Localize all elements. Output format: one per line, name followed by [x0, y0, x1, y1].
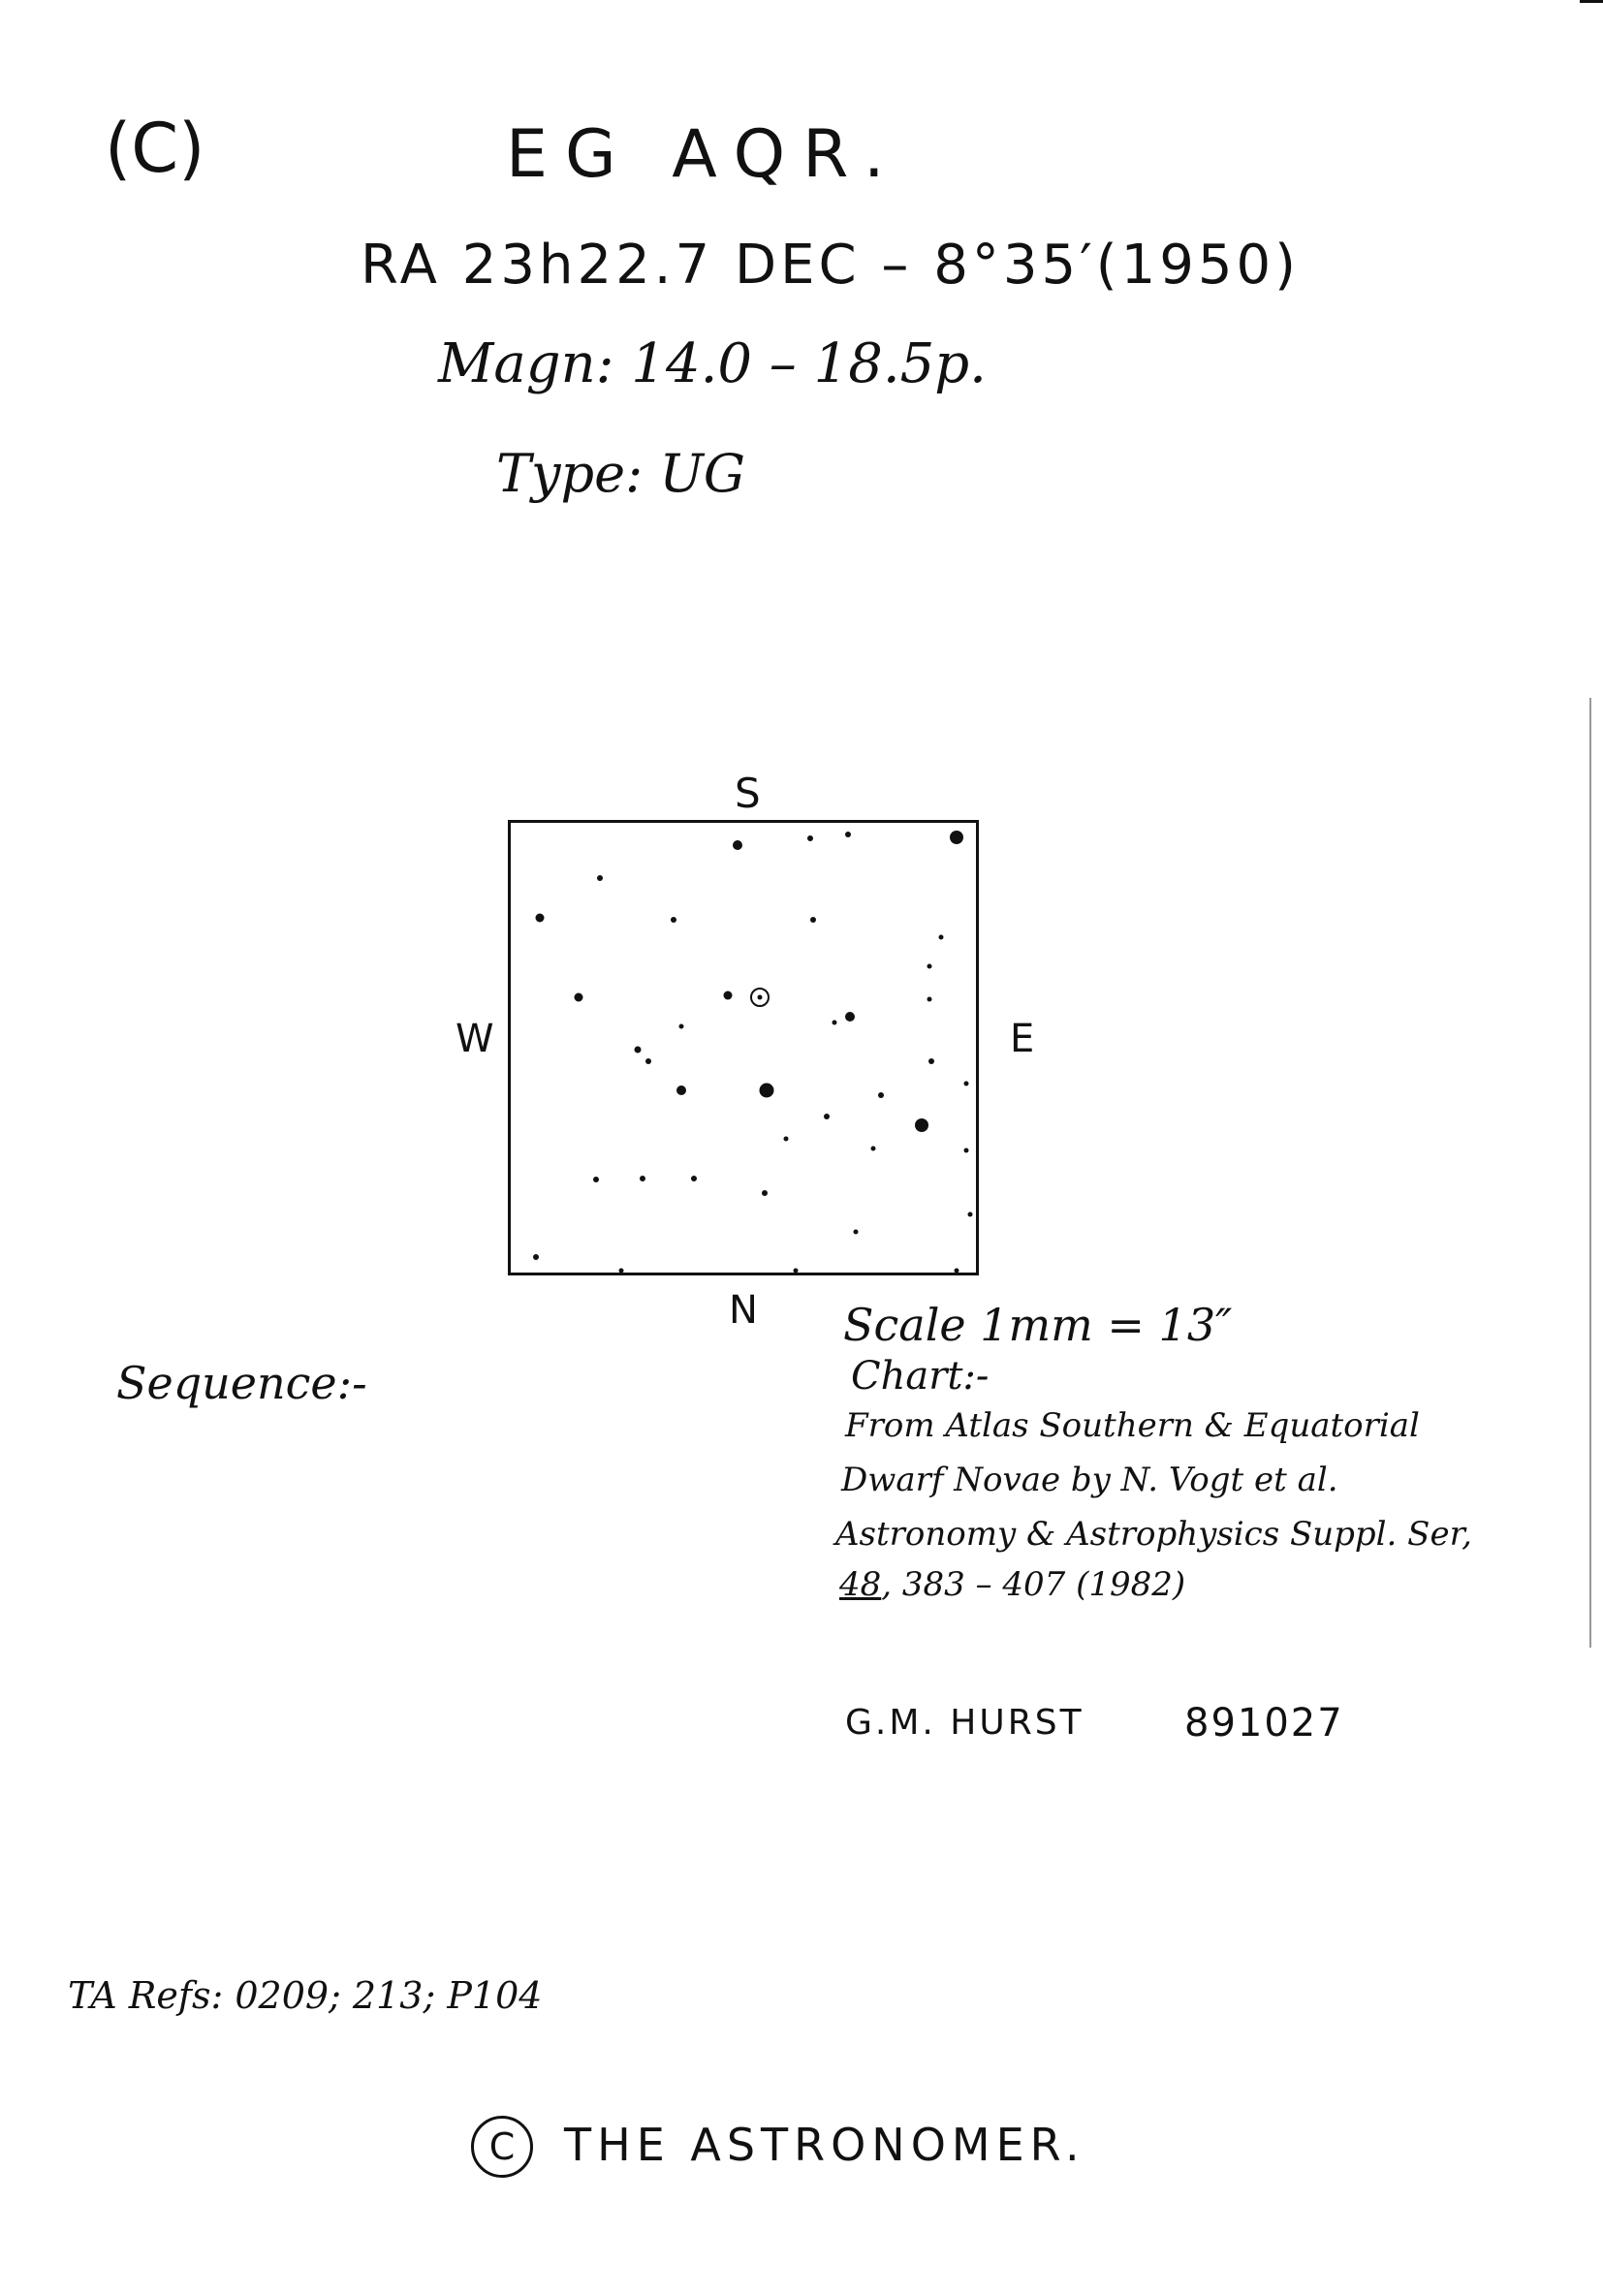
star — [871, 1147, 876, 1151]
star — [968, 1212, 973, 1217]
star — [950, 831, 963, 844]
coordinates-line: RA 23h22.7 DEC – 8°35′(1950) — [361, 234, 1301, 297]
star — [927, 964, 932, 969]
star — [824, 1114, 830, 1119]
compass-west-label: W — [456, 1017, 494, 1061]
reference-pages: , 383 – 407 (1982) — [881, 1565, 1186, 1604]
star — [676, 1085, 686, 1095]
scan-edge-mark — [1589, 698, 1591, 1648]
compass-north-label: N — [729, 1288, 758, 1333]
star — [833, 1021, 837, 1025]
star — [762, 1190, 768, 1196]
star — [810, 917, 816, 923]
star — [845, 832, 851, 837]
star — [645, 1058, 651, 1064]
star — [964, 1148, 969, 1153]
star — [635, 1047, 642, 1054]
scan-edge-mark — [1580, 0, 1603, 3]
star — [593, 1177, 599, 1182]
star — [854, 1230, 859, 1235]
variable-star-marker — [750, 988, 770, 1007]
signature-date: 891027 — [1184, 1701, 1344, 1746]
scale-note: Scale 1mm = 13″ — [843, 1299, 1233, 1351]
star — [807, 835, 813, 841]
sequence-label: Sequence:- — [116, 1357, 367, 1409]
star-name-title: EG AQR. — [506, 116, 902, 193]
chart-label: (C) — [105, 109, 205, 188]
star — [784, 1137, 789, 1142]
star — [724, 991, 733, 1000]
ta-references: TA Refs: 0209; 213; P104 — [68, 1974, 543, 2017]
star — [939, 935, 944, 940]
copyright-symbol: C — [471, 2116, 533, 2178]
star — [760, 1084, 774, 1098]
star — [619, 1269, 624, 1274]
star — [533, 1254, 539, 1260]
magnitude-line: Magn: 14.0 – 18.5p. — [438, 332, 987, 395]
author-signature: G.M. HURST — [845, 1703, 1084, 1743]
star — [679, 1024, 684, 1029]
star — [671, 917, 676, 923]
star — [964, 1082, 969, 1086]
star — [733, 840, 742, 850]
reference-line-2: Dwarf Novae by N. Vogt et al. — [841, 1461, 1338, 1499]
star — [640, 1176, 645, 1181]
compass-south-label: S — [735, 770, 761, 817]
compass-east-label: E — [1010, 1017, 1035, 1061]
star — [794, 1269, 799, 1274]
chart-source-label: Chart:- — [851, 1354, 990, 1399]
star — [878, 1092, 884, 1098]
star — [955, 1269, 959, 1274]
publisher-name: THE ASTRONOMER. — [564, 2119, 1085, 2171]
reference-line-1: From Atlas Southern & Equatorial — [845, 1406, 1420, 1445]
star — [927, 997, 932, 1002]
star — [536, 914, 545, 923]
star — [928, 1058, 934, 1064]
star — [915, 1118, 928, 1132]
star — [845, 1012, 855, 1022]
star — [575, 993, 583, 1002]
reference-line-3: Astronomy & Astrophysics Suppl. Ser, — [835, 1515, 1472, 1554]
star — [597, 875, 603, 881]
reference-line-4 — [839, 1565, 1186, 1604]
finder-chart — [508, 820, 979, 1275]
reference-volume: 48 — [839, 1565, 882, 1604]
type-line: Type: UG — [496, 443, 746, 504]
star — [691, 1176, 697, 1181]
